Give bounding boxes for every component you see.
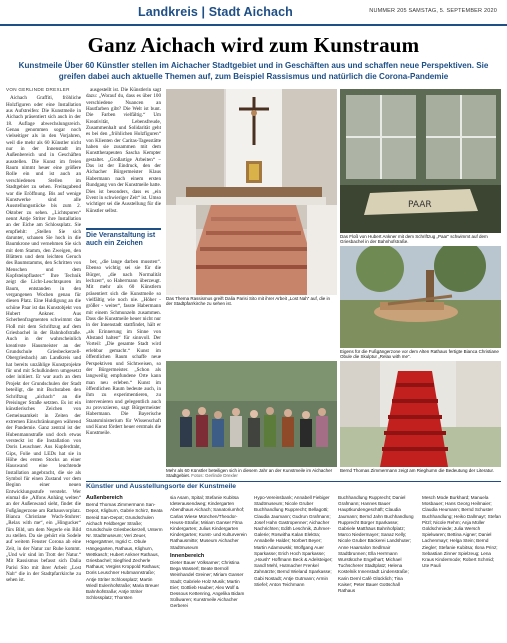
outdoor-list-cont: sia Asam, Spital; Stefanie Kubitsa Ideterausendweg; Kindergarten Abendhaus Aichach; Sanatoriumhof; Carlas Wiese München/Theodor-Heuss-Straße; Miriam Ganser Fitna Kindergarten; Julius Kindergarten Kindergarten; Kunst- und Kulturverein Rathausmitte; Museum Aichacher Stadtmuseum <box>170 495 247 550</box>
article-column-1 <box>6 87 81 640</box>
stairs-photo <box>340 361 501 467</box>
indoor-list: Dieter Bauer Völksamer; Christina Bega Wasserl; Beate Bernoll Weinhandel Greiner; Miriam Ganser Stadt; Gabriele Holz Musik; Martin Eier; Gottlieb Hauber; Alex Wolf & Dessous Kettenring, Angelika Bidam Süßwaren; Kunstmeile Aichacher Gerberei <box>170 560 245 609</box>
artist-list-column-3 <box>254 495 333 640</box>
sculpture-photo <box>340 246 501 348</box>
group-caption-text: Mehr als 60 Künstler beteiligen sich in diesem Jahr an der Kunstmeile im Aichacher Stadtgebiet. <box>166 468 333 479</box>
outdoor-list: Bernd Thomas Zimmermann San-Depot, Kligburn, Gabrie Schirz, Beata Bereid San-Depot; Grundschulen Aichach Feldberger Straße; Grundschule Griesbeckerzell, Unterm Nr. Stadtmuseum; Veri Zeuer, Högergärtner, Ingrid C. Obule Hängegarten, Rathaus, Klighurn, Wettkasch; Hubert Ankner Rathaus, Griesbachel; Siegfried Zecherle Rathaus; Vergiss Kroppold Rathaus; Doris Leuschner Hubmannstraße; Antje Striter Schlossplatz; Martin Wiedl Eulenhofstraße; Maria Breuer Bahnhofstraße; Antje Striter Schlossplatz; Thorsten <box>86 502 163 601</box>
byline: VON GERLINDE DREXLER <box>6 87 70 92</box>
indoor-heading: Innenbereich <box>170 552 205 559</box>
sculpture-caption: Eigens für die Fußgängerzone vor dem Alten Rathaus fertigte Bianca Christiane Obule die Skulptur „Relax with me“. <box>340 349 499 360</box>
article-column-2b <box>86 259 161 477</box>
outdoor-heading: Außenbereich <box>86 495 123 501</box>
header-rule <box>0 24 507 26</box>
subhead <box>6 61 501 82</box>
artist-list-column-2 <box>170 495 249 640</box>
column-2b-text: ber, „die lange darben mussten“. Ebenso wichtig sei sie für die Bürger, „die nach Normalität lechzen“, so Habermann überzeugt. Mit mehr als 60 Künstlern präsentiert sich die Kunstmeile so vielfältig wie noch nie. „Höher - größer - weiter“, fasste Habermann mit einem Schmunzeln zusammen. Dass die Kunstmeile heuer nicht nur in der Innenstadt stattfindet, hält er „als Erinnerung im Sinne von Abstand halten“ für sinnvoll. Der Vorteil: „Die gesamte Stadt wird erlebbar gemacht.“ Kunst im öffentlichen Raum schaffe neue Perspektiven und Sichtweisen, so der Bürgermeister. „Schon als langweilig empfundene Orte kann man neu erleben.“ Kunst im öffentlichen Raum bedeute auch, in ihm zu experimentieren, zu intervenieren und gelegentlich auch zu provozieren, sagt Bürgermeister Habermann. Die Bayerische Staatsministerium für Wissenschaft und Kunst fördert heuer erstmals die Kunstmeile. <box>86 259 161 437</box>
indoor-list-3: Hypo-Vereinsbank; Annabell Fiebiger Stadtmuseum; Nicole Gruber Buchhandlung Rupprecht; Bellagotti; Claudia Jaumann; Gudrun Grafmann; Josef Hahn Gastropenner; Aichacher Nachrichten; Edith Leschnik, Zuhmer-Galerie; Roswitha Kalan Elektra; Annabelle Halder; Norbert Beyer; Martin Adamowski; Wolfgang Auer Sparkasse; Erich Hoch Sparkasse; „Housh“ Hoffmann Beck & Adelsteiger; Sandl Mehl, Hutmacher Frenkel Zahnärzte; Bernd Wieland Sparkasse; Gabi Nostadt; Antje Gutmann; Armin Stiefel; Anton Teichmann <box>254 495 333 587</box>
group-caption <box>166 468 337 479</box>
issue-date: NUMMER 205 SAMSTAG, 5. SEPTEMBER 2020 <box>369 8 497 14</box>
page-header <box>0 0 507 30</box>
indoor-list-5: Mesch Mode Burkhard; Manuela Mosbauer; Hans Georg Heilmaier; Claudia Heumann; Bernd Schuster Buchhandlung; Heiko Dallmayr; Stefan Pitzl; Nicole Rehm; Anja Müller Goldschmiede; Julia Wersch Spielwaren; Bettina Aigner; Daniel Lachenmayr; Helga Stein; Bernd Ziegler; Stefanie Kubitsa; Ilona Prinz; Sebastian Zinner Spielzeug; Lena Kraus Kindermode; Robert Schmid; Ute Pauli <box>422 495 501 569</box>
column-1-text: Aichach Graffiti, fröhliche Holzfiguren oder eine Installation aus Aufstreifen: Die Kunstmeile in Aichach präsentiert sich auch in der 18. Auflage abwechslungsreich. Genau genommen sogar noch vielseitiger als in den Vorjahren, weil die mehr als 60 Künstler nicht nur in der Innenstadt im Außenbereich und in Geschäften ausstellen. Die Kunst im freien Raum nimmt heuer eine größere Rolle ein und ist auch an verschiedenen Stellen im Stadtgebiet zu sehen. Freitagabend war die Eröffnung. Bis auf wenige Kunstwerke sind alle Ausstellungsstücke bis zum 2. Oktober zu sehen. „Lichtspuren“ nennt Antje Striter ihre Installation an der Eiche am Schlossplatz. Sie empfiehlt: „Stellen Sie sich darunter, schauen Sie hoch in die Baumkrone und vernehmen Sie sich mit dem Stamm, den Zweigen, den Blättern und dem leichten Geruch des Baumstamms, den Schritten von Menschen und dem Kopfsteinpflaster.“ Ihre Technik zeigt die Licht-Leuchtspuren im Baum, entstanden in den vergangenen Wochen genau für diesen Platz. Eine Huldigung an die schöne Paar ist das Kunstobjekt von Hubert Ankner. Aus Scherbenfragmenten schwimmt das Floß mit dem Schriftzug auf dem Griesbachel in der Bahnhofstraße. Auch in der wahrscheinlich kreativste Hausmeister an der Grundschule Griesbeckerzell-Obergriesbach) am Landkreis und hat bereits unzählige Kunstprojekte für und mit Schulkindern umgesetzt oder initiiert. Er war auch an dem Projekt der Grundschulen der Stadt beteiligt, die mit Buchstaben den Schriftzug „aichach“ an die Preisinger Straße setzten. Es ist ein künstlerisches Zeichen von Gemeinsamkeit in Zeiten der extremen Einschränkungen während der Pandemie. Ganz zentral ist der Hubenmannstraße und doch etwas versteckt ist die Installation von Doris Leuschner. Aus Kupferdraht, Gips, Folie und LEDs hat sie in Höhe des ersten Stocks an einer Hauswand eine leuchtende Installation angebracht, die sie als Symbol für einen Zustand vor dem Beginn einer neuen Entwicklungsstufe versteht. Wer einmal die „Alfons Anhäng welten“ an der Außenwand sieht, findet die Fußgängerzone am Rathausvorplatz. Bianca Christiane Wach-Stuhrer: „Relax with me“, ein „Hingucker“ fürs Bild, um dem Negerle ein Bild zu stellen. Da sie gehört ein Sodele auf weitem Fenster Corona ab eine Zeit, in der Natur zur Ruhe kommt. „Und wir sind im Trott der Natur.“ Mit Rassismus befasst sich Dalia Parisi Sito mit ihrer Arbeit „Lost Nah“ die in der Stadtpfarrkirche zu sehen ist. <box>6 95 81 584</box>
article-column-2 <box>86 87 161 225</box>
window-caption: Das Floß von Hubert Ankner mit dem Schriftzug „Paar“ schwimmt auf dem Griesbachel in der Bahnhofstraße. <box>340 234 488 245</box>
headline: Ganz Aichach wird zum Kunstraum <box>87 33 420 57</box>
artist-list-heading: Künstler und Ausstellungsorte der Kunstmeile <box>86 481 501 492</box>
church-caption: Das Thema Rassismus greift Dalia Parisi Sito mit ihrer Arbeit „Lost Nah“ auf, die in der Stadtpfarrkirche zu sehen ist. <box>166 296 330 307</box>
section-title: Landkreis | Stadt Aichach <box>138 5 293 19</box>
church-photo <box>166 89 337 295</box>
kicker: Kunstmeile <box>18 61 63 70</box>
window-raft-photo <box>340 89 501 233</box>
subhead-text: Über 60 Künstler stellen im Aichacher Stadtgebiet und in Geschäften aus und schaffen neue Perspektiven. Sie greifen dabei auch aktuelle Themen auf, zum Beispiel Rassismus und natürlich die Corona-Pandemie <box>58 61 489 81</box>
artist-list-column-4 <box>338 495 417 640</box>
subheading-rule <box>86 228 161 230</box>
indoor-list-4: Buchhandlung Rupprecht; Daniel Grafmann; Hannes Bauer Hauptkundengeschäft; Claudia Jaumann; Bernd Jahn Buchhandlung Rupprecht Bürger Sparkasse; Gabriele Matthäus Bahnhofplatz; Marco Niedermayer; Sanaz Kelly; Nicole Gruber Bäckerei Landshuter; Anne Haarsalon Sedlmair Stadtbrunnen; Ella Herrmann Wurstküche Engelhart; Michael Tuchscherer Stadtplatz; Helena Kostelnik Innenstadt Lindenstraße; Karin Deml Café Glücklich; Tina Kaiser; Peter Bauer Gottschall Rathaus <box>338 495 414 594</box>
artist-list-column-1 <box>86 495 165 640</box>
stairs-caption: Bernd Thomas Zimmermann zeigt am Rieghumn die Bedeutung der Literatur. <box>340 468 494 473</box>
group-photo <box>166 361 337 467</box>
photo-credit: Fotos: Gerlinde Drexler <box>191 473 238 479</box>
subheading-text: Die Veranstaltung ist auch ein Zeichen <box>86 232 156 247</box>
subheading-box <box>86 228 161 258</box>
artist-list-column-5 <box>422 495 501 640</box>
svg-text:PAAR: PAAR <box>408 200 432 210</box>
column-2-text: ausgestellt ist. Die Künstlerin sagt dazu: „Worauf du, dass es über 100 verschiedene Nuancen an Hautfarben gibt? Die Welt ist bunt. Die Farben vielfältig.“ Um Kreativität, Lebensfreude, Zusammenhalt und Solidarität geht es bei den „fröhlichen Holzfiguren“ von Klienten der Caritas-Tagesstätte haben sie zusammen mit dem Kunsttherapeuten Sascha Kempter gestaltet. „Großartige Arbeiten“ – Das ist der Eindruck, den der Aichacher Bürgermeister Klaus Habermann nach einem ersten Rundgang von der Kunstmeile hatte. Dies ist besonders, dass es „ein Event in schwieriger Zeit“ ist. Umso wichtiger sei die Ausstellung für die Künstler selbst. <box>86 87 161 214</box>
